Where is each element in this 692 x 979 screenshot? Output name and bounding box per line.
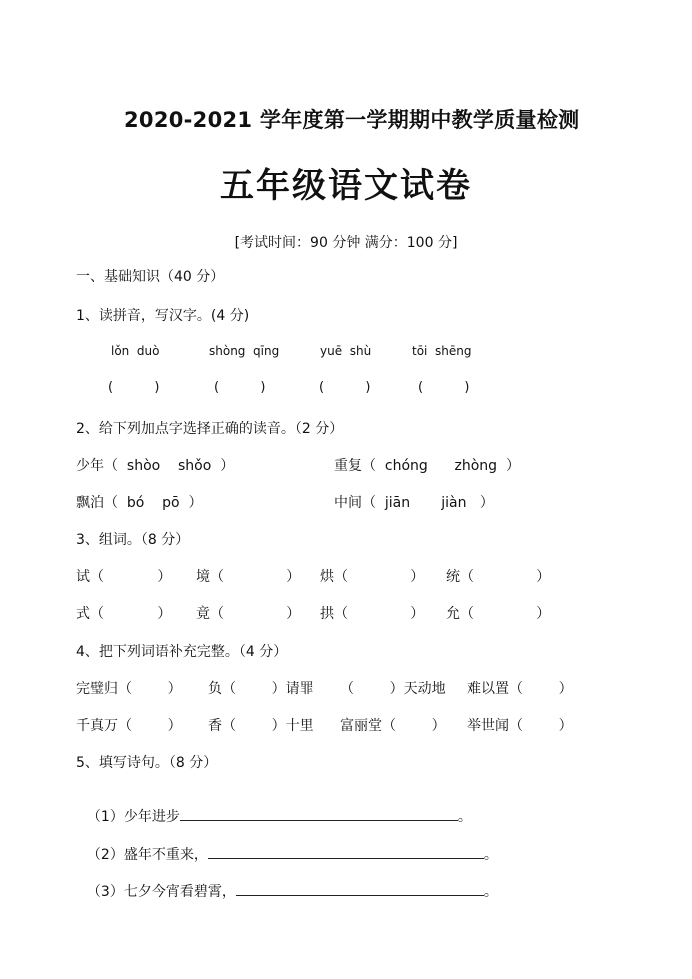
poem-line — [78, 790, 472, 826]
poem-line-suffix: 。 — [483, 847, 498, 863]
idiom-item[interactable]: 举世闻（ ） — [467, 718, 573, 734]
pronunciation-item[interactable]: 中间（ jiān jiàn ） — [334, 495, 494, 511]
poem-answer-blank[interactable] — [208, 844, 484, 859]
poem-line-prefix: （1）少年进步 — [86, 809, 180, 825]
poem-line-prefix: （2）盛年不重来， — [86, 847, 208, 863]
pinyin-4: tōi shēng — [412, 344, 472, 358]
pronunciation-item[interactable]: 飘泊（ bó pō ） — [76, 495, 203, 511]
poem-answer-blank[interactable] — [180, 806, 458, 821]
question-3-label: 3、组词。（8 分） — [76, 532, 190, 548]
question-4-label: 4、把下列词语补充完整。（4 分） — [76, 644, 288, 660]
idiom-item[interactable]: 富丽堂（ ） — [340, 718, 446, 734]
answer-bracket[interactable]: ( ) — [108, 380, 160, 395]
word-item[interactable]: 试（ ） — [76, 569, 172, 585]
exam-subtitle: 2020-2021 学年度第一学期期中教学质量检测 — [124, 108, 580, 132]
answer-bracket[interactable]: ( ) — [319, 380, 371, 395]
idiom-item[interactable]: 难以置（ ） — [467, 681, 573, 697]
idiom-item[interactable]: 千真万（ ） — [76, 718, 182, 734]
idiom-item[interactable]: 香（ ）十里 — [208, 718, 314, 734]
question-1-label: 1、读拼音，写汉字。(4 分) — [76, 308, 250, 324]
exam-title: 五年级语文试卷 — [220, 166, 472, 206]
poem-answer-blank[interactable] — [236, 881, 484, 896]
word-item[interactable]: 竟（ ） — [196, 606, 301, 622]
word-item[interactable]: 烘（ ） — [320, 569, 425, 585]
pronunciation-item[interactable]: 重复（ chóng zhòng ） — [334, 458, 520, 474]
word-item[interactable]: 拱（ ） — [320, 606, 425, 622]
section-heading: 一、基础知识（40 分） — [76, 269, 225, 285]
word-item[interactable]: 允（ ） — [446, 606, 551, 622]
word-item[interactable]: 统（ ） — [446, 569, 551, 585]
idiom-item[interactable]: 负（ ）请罪 — [208, 681, 314, 697]
idiom-item[interactable]: （ ）天动地 — [340, 681, 446, 697]
poem-line-suffix: 。 — [457, 809, 472, 825]
question-2-label: 2、给下列加点字选择正确的读音。（2 分） — [76, 421, 344, 437]
poem-line-suffix: 。 — [483, 884, 498, 900]
poem-line — [78, 828, 498, 864]
pronunciation-item[interactable]: 少年（ shòo shǒo ） — [76, 458, 235, 474]
poem-line — [78, 865, 498, 901]
idiom-item[interactable]: 完璧归（ ） — [76, 681, 182, 697]
poem-line-prefix: （3）七夕今宵看碧霄， — [86, 884, 236, 900]
word-item[interactable]: 境（ ） — [196, 569, 301, 585]
exam-info: [考试时间：90 分钟 满分：100 分] — [234, 235, 458, 251]
question-5-label: 5、填写诗句。（8 分） — [76, 755, 218, 771]
pinyin-1: lǒn duò — [111, 344, 160, 358]
word-item[interactable]: 式（ ） — [76, 606, 172, 622]
answer-bracket[interactable]: ( ) — [418, 380, 470, 395]
pinyin-2: shòng qīng — [209, 344, 280, 358]
answer-bracket[interactable]: ( ) — [214, 380, 266, 395]
pinyin-3: yuē shù — [320, 344, 372, 358]
